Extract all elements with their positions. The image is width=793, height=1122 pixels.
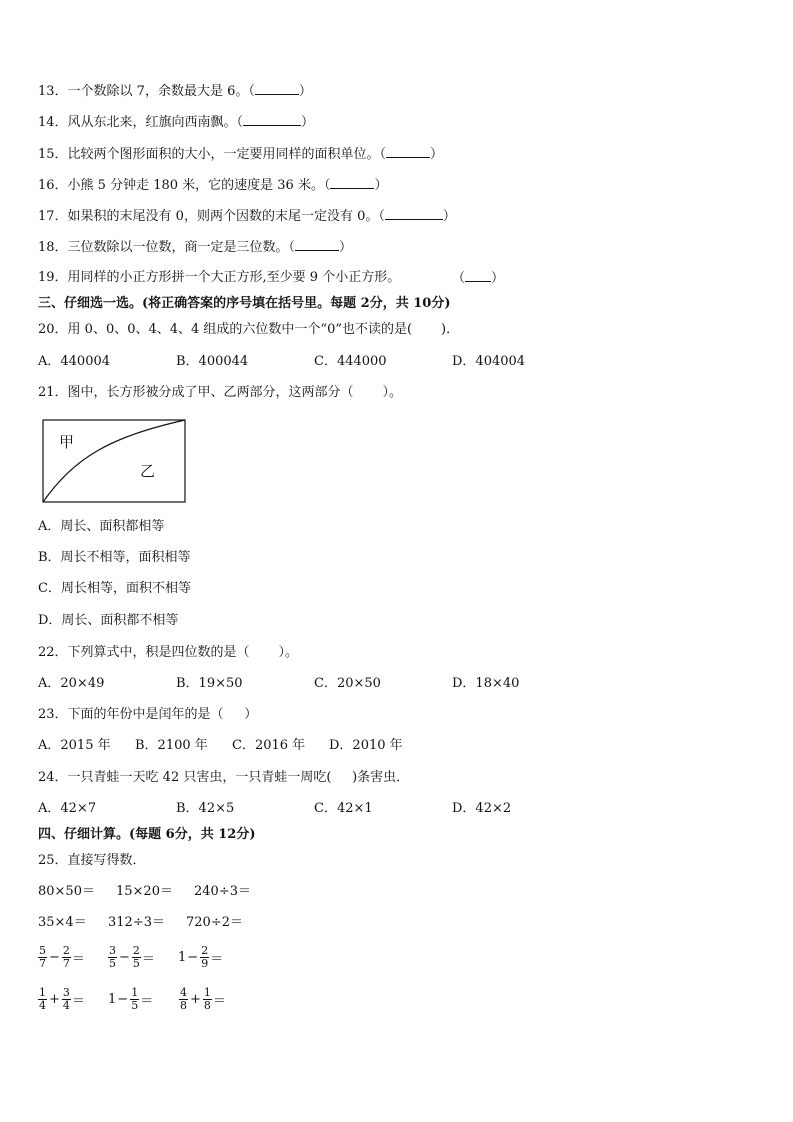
question-19-answer: （ ） (452, 271, 505, 286)
fraction: $\frac{4}{8}$ (180, 986, 187, 1012)
section-3-heading: 三、仔细选一选。(将正确答案的序号填在括号里。每题 2分，共 10分) (38, 296, 451, 311)
fraction-expression: $\frac{1}{4}$ + $\frac{3}{4}$ ＝ (39, 986, 85, 1012)
question-21: 21．图中，长方形被分成了甲、乙两部分，这两部分（ ）。 (38, 385, 402, 400)
question-14: 14．风从东北来，红旗向西南飘。（ ） (38, 115, 315, 130)
fraction: $\frac{3}{4}$ (62, 986, 70, 1012)
calc-item: 35×4＝ (38, 915, 87, 930)
option-a: A．42×7 (38, 801, 97, 816)
option-d: D．42×2 (452, 801, 512, 816)
section-4-heading: 四、仔细计算。(每题 6分，共 12分) (38, 827, 256, 842)
fraction: $\frac{2}{9}$ (201, 944, 209, 970)
fraction: $\frac{1}{5}$ (131, 986, 139, 1012)
answer-blank[interactable] (255, 82, 299, 95)
calc-item: 312÷3＝ (108, 915, 165, 930)
question-19: 19．用同样的小正方形拼一个大正方形,至少要 9 个小正方形。 (38, 270, 401, 285)
option-b: B．42×5 (176, 801, 235, 816)
fraction-expression: 1 − $\frac{2}{9}$ ＝ (178, 944, 224, 970)
question-15: 15．比较两个图形面积的大小，一定要用同样的面积单位。（ ） (38, 147, 444, 162)
option-b: B．19×50 (176, 676, 243, 691)
answer-blank[interactable] (385, 207, 443, 220)
answer-blank[interactable] (386, 145, 430, 158)
question-24: 24．一只青蛙一天吃 42 只害虫，一只青蛙一周吃( )条害虫． (38, 770, 410, 785)
answer-blank[interactable] (330, 176, 374, 189)
fraction-expression: $\frac{5}{7}$ − $\frac{2}{7}$ ＝ (39, 944, 85, 970)
fraction-expression: $\frac{4}{8}$ + $\frac{1}{8}$ ＝ (180, 986, 226, 1012)
fraction: $\frac{5}{7}$ (39, 944, 46, 970)
option-c: C．42×1 (314, 801, 373, 816)
option-c: C．20×50 (314, 676, 381, 691)
fraction: $\frac{2}{7}$ (62, 944, 70, 970)
question-18: 18．三位数除以一位数，商一定是三位数。（ ） (38, 240, 353, 255)
option-c: C．444000 (314, 354, 387, 369)
label-jia: 甲 (59, 433, 75, 451)
rectangle-figure (40, 417, 190, 505)
option-d: D．周长、面积都不相等 (38, 613, 179, 628)
fraction: $\frac{1}{4}$ (39, 986, 46, 1012)
fraction-expression: $\frac{3}{5}$ − $\frac{2}{5}$ ＝ (109, 944, 155, 970)
question-25: 25．直接写得数． (38, 853, 146, 868)
label-yi: 乙 (140, 462, 156, 480)
option-c: C．周长相等，面积不相等 (38, 581, 191, 596)
question-16: 16．小熊 5 分钟走 180 米，它的速度是 36 米。（ ） (38, 178, 388, 193)
option-d: D．404004 (452, 354, 526, 369)
fraction-expression: 1 − $\frac{1}{5}$ ＝ (108, 986, 154, 1012)
option-a: A．周长、面积都相等 (38, 519, 165, 534)
answer-blank[interactable] (243, 113, 301, 126)
option-d: D．2010 年 (329, 738, 403, 753)
option-b: B．周长不相等，面积相等 (38, 550, 191, 565)
question-17: 17．如果积的末尾没有 0，则两个因数的末尾一定没有 0。（ ） (38, 209, 456, 224)
calc-item: 80×50＝ (38, 884, 95, 899)
option-c: C．2016 年 (232, 738, 306, 753)
question-20: 20．用 0、0、0、4、4、4 组成的六位数中一个“0”也不读的是( )． (38, 322, 460, 337)
option-a: A．2015 年 (38, 738, 111, 753)
answer-blank[interactable] (465, 269, 491, 282)
fraction: $\frac{3}{5}$ (109, 944, 116, 970)
question-13: 13．一个数除以 7，余数最大是 6。（ ） (38, 84, 312, 99)
fraction: $\frac{2}{5}$ (132, 944, 140, 970)
fraction: $\frac{1}{8}$ (203, 986, 211, 1012)
calc-item: 720÷2＝ (186, 915, 243, 930)
option-a: A．440004 (38, 354, 111, 369)
calc-item: 240÷3＝ (194, 884, 251, 899)
option-b: B．400044 (176, 354, 249, 369)
answer-blank[interactable] (295, 238, 339, 251)
option-a: A．20×49 (38, 676, 105, 691)
question-23: 23．下面的年份中是闰年的是（ ） (38, 707, 258, 722)
question-22: 22．下列算式中，积是四位数的是（ ）。 (38, 645, 298, 660)
calc-item: 15×20＝ (116, 884, 173, 899)
option-b: B．2100 年 (135, 738, 208, 753)
option-d: D．18×40 (452, 676, 520, 691)
